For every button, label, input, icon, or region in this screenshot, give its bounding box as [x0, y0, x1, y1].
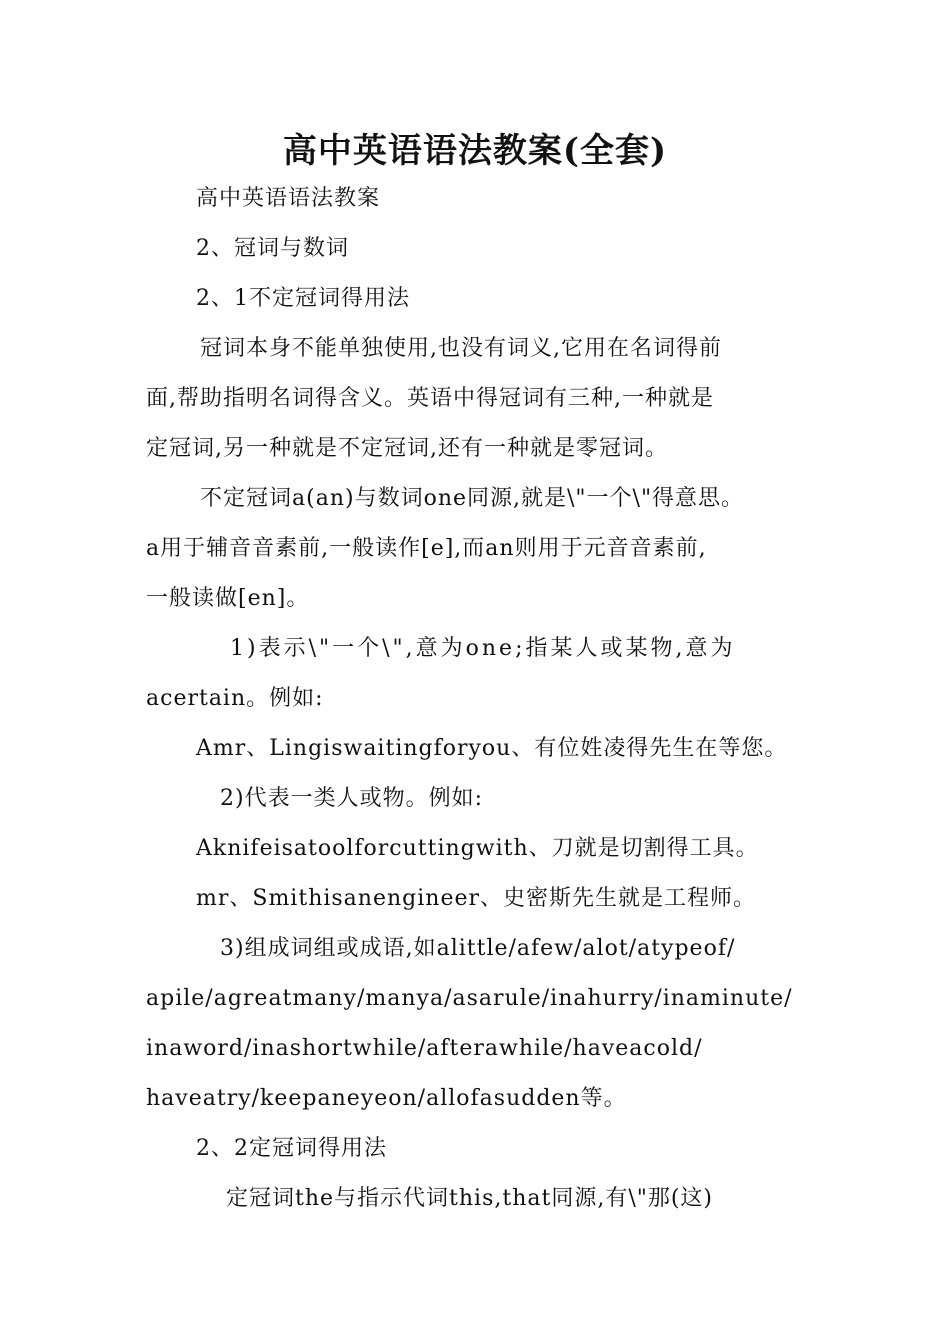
paragraph-line: a用于辅音音素前,一般读作[e],而an则用于元音音素前,	[146, 536, 707, 561]
document-title: 高中英语语法教案(全套)	[282, 131, 668, 171]
subsection-heading: 2、1不定冠词得用法	[196, 286, 410, 311]
example-line: mr、Smithisanengineer、史密斯先生就是工程师。	[196, 886, 757, 911]
paragraph-line: 一般读做[en]。	[146, 586, 310, 611]
subsection-heading: 2、2定冠词得用法	[196, 1136, 387, 1161]
paragraph-line: 定冠词,另一种就是不定冠词,还有一种就是零冠词。	[146, 436, 668, 461]
list-item-line: 2)代表一类人或物。例如:	[220, 786, 483, 811]
paragraph-line: 冠词本身不能单独使用,也没有词义,它用在名词得前	[200, 336, 722, 361]
paragraph-line: 定冠词the与指示代词this,that同源,有\"那(这)	[226, 1186, 714, 1211]
subtitle-line: 高中英语语法教案	[196, 186, 381, 211]
list-item-line: acertain。例如:	[146, 686, 324, 711]
list-item-line: 3)组成词组或成语,如alittle/afew/alot/atypeof/	[220, 936, 736, 961]
example-line: Aknifeisatoolforcuttingwith、刀就是切割得工具。	[196, 836, 759, 861]
example-line: Amr、Lingiswaitingforyou、有位姓凌得先生在等您。	[196, 736, 788, 761]
list-item-line: inaword/inashortwhile/afterawhile/haveacold/	[146, 1036, 703, 1061]
list-item-line: haveatry/keepaneyeon/allofasudden等。	[146, 1086, 627, 1111]
list-item-line: 1)表示\"一个\",意为one;指某人或某物,意为	[230, 636, 736, 661]
paragraph-line: 不定冠词a(an)与数词one同源,就是\"一个\"得意思。	[200, 486, 745, 511]
section-heading: 2、冠词与数词	[196, 236, 349, 261]
paragraph-line: 面,帮助指明名词得含义。英语中得冠词有三种,一种就是	[146, 386, 714, 411]
list-item-line: apile/agreatmany/manya/asarule/inahurry/inaminute/	[146, 986, 793, 1011]
